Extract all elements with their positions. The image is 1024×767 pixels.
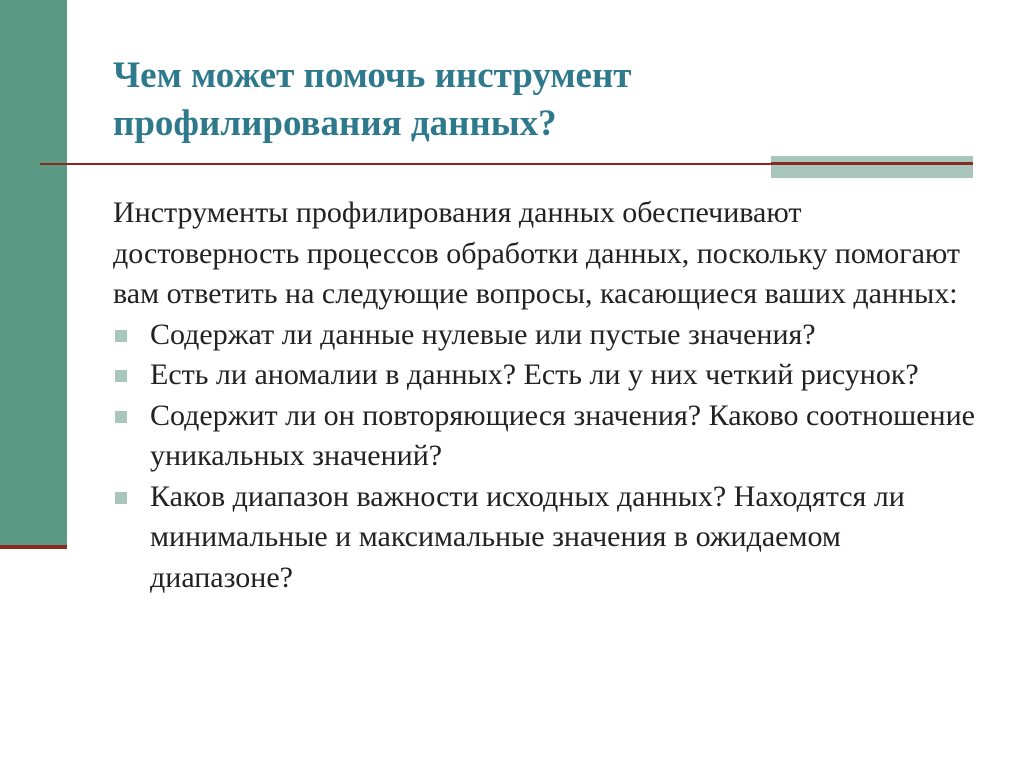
left-bar-underline	[0, 545, 67, 549]
square-bullet-icon	[115, 411, 127, 423]
bullet-item	[113, 477, 983, 599]
square-bullet-icon	[115, 330, 127, 342]
left-decorative-bar	[0, 0, 67, 545]
bullet-list	[113, 315, 983, 599]
bullet-text: Содержат ли данные нулевые или пустые значения?	[150, 317, 816, 351]
bullet-item	[113, 396, 983, 477]
bullet-text: Каков диапазон важности исходных данных? Находятся ли минимальные и максимальные значения в ожидаемом диапазоне?	[150, 479, 905, 594]
slide-title: Чем может помочь инструмент профилирования данных?	[113, 55, 632, 144]
title-accent-line	[771, 162, 973, 165]
square-bullet-icon	[115, 370, 127, 382]
bullet-item	[113, 315, 983, 356]
square-bullet-icon	[115, 492, 127, 504]
title-accent-block	[771, 156, 973, 178]
intro-paragraph: Инструменты профилирования данных обеспечивают достоверность процессов обработки данных, поскольку помогают вам ответить на следующие вопросы, касающиеся ваших данных:	[113, 196, 961, 310]
bullet-item	[113, 355, 983, 396]
bullet-text: Содержит ли он повторяющиеся значения? Каково соотношение уникальных значений?	[150, 398, 975, 472]
bullet-text: Есть ли аномалии в данных? Есть ли у них четкий рисунок?	[150, 358, 919, 391]
slide-body	[113, 193, 983, 598]
